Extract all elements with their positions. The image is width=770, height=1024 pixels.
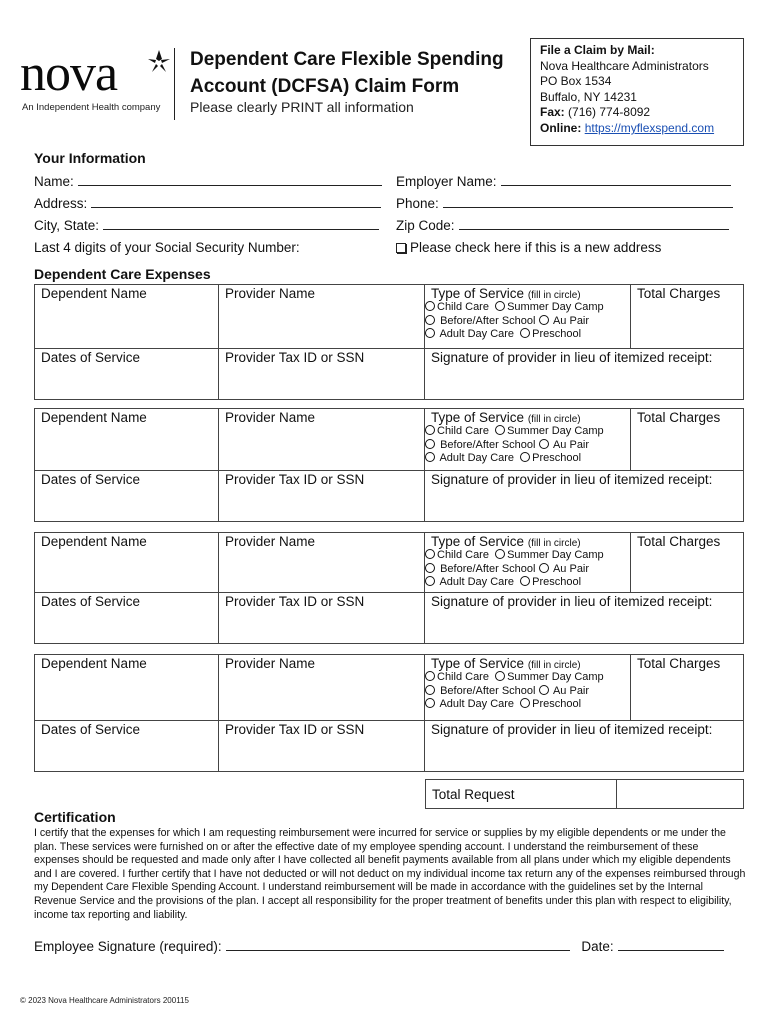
name-line[interactable] bbox=[78, 174, 382, 186]
dependent-name-label: Dependent Name bbox=[41, 286, 147, 301]
total-charges-cell[interactable] bbox=[631, 285, 743, 349]
dates-of-service-label: Dates of Service bbox=[41, 594, 141, 609]
footer-copyright: © 2023 Nova Healthcare Administrators 200115 bbox=[20, 996, 189, 1005]
online-label: Online: bbox=[540, 120, 582, 135]
dates-of-service-cell[interactable] bbox=[35, 349, 219, 399]
employee-signature-label: Employee Signature (required): bbox=[34, 939, 222, 954]
dependent-name-cell[interactable] bbox=[35, 533, 219, 593]
adult-day-care-label: Adult Day Care bbox=[439, 698, 515, 710]
provider-signature-cell[interactable] bbox=[425, 721, 743, 771]
expense-block-1 bbox=[34, 284, 744, 400]
type-of-service-cell bbox=[425, 409, 631, 471]
dependent-name-label: Dependent Name bbox=[41, 534, 147, 549]
expense-block-4 bbox=[34, 654, 744, 772]
provider-name-label: Provider Name bbox=[225, 286, 316, 301]
preschool-radio[interactable] bbox=[520, 452, 530, 462]
before-after-school-label: Before/After School bbox=[440, 314, 536, 327]
total-charges-label: Total Charges bbox=[637, 656, 721, 671]
provider-tax-id-label: Provider Tax ID or SSN bbox=[225, 472, 365, 487]
your-info-heading: Your Information bbox=[34, 150, 146, 166]
au-pair-radio[interactable] bbox=[539, 563, 549, 573]
provider-signature-label: Signature of provider in lieu of itemized receipt: bbox=[431, 722, 713, 737]
provider-tax-id-label: Provider Tax ID or SSN bbox=[225, 594, 365, 609]
type-of-service-text: Type of Service bbox=[431, 534, 525, 549]
summer-camp-label: Summer Day Camp bbox=[507, 671, 604, 683]
name-label: Name: bbox=[34, 174, 74, 189]
fax-value: (716) 774-8092 bbox=[568, 105, 651, 120]
au-pair-label: Au Pair bbox=[552, 684, 590, 697]
provider-name-label: Provider Name bbox=[225, 656, 316, 671]
city-state-label: City, State: bbox=[34, 218, 100, 233]
type-of-service-cell bbox=[425, 533, 631, 593]
total-charges-label: Total Charges bbox=[637, 286, 721, 301]
dependent-name-cell[interactable] bbox=[35, 655, 219, 721]
summer-camp-radio[interactable] bbox=[495, 549, 505, 559]
adult-day-care-radio[interactable] bbox=[425, 698, 435, 708]
expense-block-3 bbox=[34, 532, 744, 644]
new-address-checkbox[interactable] bbox=[396, 243, 406, 253]
zip-field[interactable] bbox=[396, 218, 729, 233]
au-pair-label: Au Pair bbox=[552, 314, 590, 327]
adult-day-care-radio[interactable] bbox=[425, 576, 435, 586]
employee-signature-line[interactable] bbox=[226, 939, 570, 951]
provider-signature-cell[interactable] bbox=[425, 349, 743, 399]
total-request-divider bbox=[616, 780, 617, 808]
adult-day-care-radio[interactable] bbox=[425, 452, 435, 462]
phone-field[interactable] bbox=[396, 196, 733, 211]
total-request-box[interactable] bbox=[425, 779, 744, 809]
type-of-service-label bbox=[431, 534, 581, 549]
fax-label: Fax: bbox=[540, 105, 565, 120]
mail-line1: Nova Healthcare Administrators bbox=[540, 58, 709, 73]
before-after-school-radio[interactable] bbox=[425, 439, 435, 449]
summer-camp-radio[interactable] bbox=[495, 425, 505, 435]
city-state-field[interactable] bbox=[34, 218, 379, 233]
au-pair-label: Au Pair bbox=[552, 562, 590, 575]
dates-of-service-label: Dates of Service bbox=[41, 722, 141, 737]
adult-day-care-label: Adult Day Care bbox=[439, 328, 515, 340]
type-of-service-text: Type of Service bbox=[431, 656, 525, 671]
logo-tagline: An Independent Health company bbox=[22, 102, 161, 113]
child-care-label: Child Care bbox=[437, 671, 489, 683]
adult-day-care-radio[interactable] bbox=[425, 328, 435, 338]
provider-signature-label: Signature of provider in lieu of itemized receipt: bbox=[431, 350, 713, 365]
online-link[interactable]: https://myflexspend.com bbox=[584, 120, 715, 135]
form-subtitle: Please clearly PRINT all information bbox=[190, 99, 414, 115]
total-request-label: Total Request bbox=[432, 787, 515, 802]
type-of-service-label bbox=[431, 286, 581, 301]
provider-name-cell[interactable] bbox=[219, 285, 425, 349]
mail-line3: Buffalo, NY 14231 bbox=[540, 89, 637, 104]
type-of-service-text: Type of Service bbox=[431, 286, 525, 301]
phone-line[interactable] bbox=[443, 196, 733, 208]
child-care-label: Child Care bbox=[437, 301, 489, 313]
provider-name-cell[interactable] bbox=[219, 409, 425, 471]
nova-logo bbox=[20, 45, 168, 118]
expense-block-2 bbox=[34, 408, 744, 522]
service-options bbox=[425, 425, 604, 466]
logo-star-icon bbox=[146, 50, 172, 76]
dependent-name-cell[interactable] bbox=[35, 409, 219, 471]
provider-tax-id-label: Provider Tax ID or SSN bbox=[225, 722, 365, 737]
new-address-option[interactable] bbox=[396, 240, 661, 255]
total-charges-cell[interactable] bbox=[631, 655, 743, 721]
mail-line2: PO Box 1534 bbox=[540, 74, 612, 89]
provider-signature-cell[interactable] bbox=[425, 593, 743, 643]
provider-tax-id-cell[interactable] bbox=[219, 593, 425, 643]
fill-in-circle-note: (fill in circle) bbox=[527, 290, 581, 301]
provider-name-label: Provider Name bbox=[225, 410, 316, 425]
before-after-school-label: Before/After School bbox=[440, 438, 536, 451]
date-line[interactable] bbox=[618, 939, 724, 951]
dependent-name-label: Dependent Name bbox=[41, 656, 147, 671]
provider-tax-id-cell[interactable] bbox=[219, 471, 425, 521]
total-charges-label: Total Charges bbox=[637, 534, 721, 549]
new-address-label: Please check here if this is a new address bbox=[410, 240, 662, 255]
service-options bbox=[425, 301, 604, 342]
ssn-label: Last 4 digits of your Social Security Number: bbox=[34, 240, 300, 255]
child-care-radio[interactable] bbox=[425, 549, 435, 559]
provider-signature-label: Signature of provider in lieu of itemized receipt: bbox=[431, 594, 713, 609]
total-charges-cell[interactable] bbox=[631, 409, 743, 471]
certification-text: I certify that the expenses for which I am requesting reimbursement were incurred for service or supplies by my eligible dependents or me under the plan. These services were furnished on or after the effective date of my employee spending account. I understand the reimbursement of these expenses should be requested and made only after I have collected all benefit payments available from all plans under which my eligible dependents and I are covered. I further certify that I have not deducted or will not deduct on my individual income tax return any of the expenses reimbursed through my Dependent Care Flexible Spending Account. I understand reimbursement will be made in accordance with the guidelines set by the Internal Revenue Service and the provisions of the plan. I accept all responsibility for the proper treatment of benefits under this plan with respect to eligibility, income tax reporting and liability. bbox=[34, 827, 746, 921]
name-field[interactable] bbox=[34, 174, 382, 189]
provider-signature-cell[interactable] bbox=[425, 471, 743, 521]
child-care-label: Child Care bbox=[437, 549, 489, 561]
type-of-service-label bbox=[431, 410, 581, 425]
address-label: Address: bbox=[34, 196, 88, 211]
summer-camp-label: Summer Day Camp bbox=[507, 425, 604, 437]
address-field[interactable] bbox=[34, 196, 381, 211]
certification-heading: Certification bbox=[34, 809, 116, 825]
type-of-service-text: Type of Service bbox=[431, 410, 525, 425]
adult-day-care-label: Adult Day Care bbox=[439, 452, 515, 464]
preschool-radio[interactable] bbox=[520, 576, 530, 586]
type-of-service-cell bbox=[425, 655, 631, 721]
phone-label: Phone: bbox=[396, 196, 439, 211]
dates-of-service-label: Dates of Service bbox=[41, 472, 141, 487]
fill-in-circle-note: (fill in circle) bbox=[527, 538, 581, 549]
type-of-service-label bbox=[431, 656, 581, 671]
employer-line[interactable] bbox=[501, 174, 731, 186]
fill-in-circle-note: (fill in circle) bbox=[527, 414, 581, 425]
before-after-school-label: Before/After School bbox=[440, 684, 536, 697]
service-options bbox=[425, 549, 604, 590]
address-line[interactable] bbox=[91, 196, 381, 208]
preschool-radio[interactable] bbox=[520, 698, 530, 708]
au-pair-radio[interactable] bbox=[539, 685, 549, 695]
summer-camp-radio[interactable] bbox=[495, 301, 505, 311]
summer-camp-radio[interactable] bbox=[495, 671, 505, 681]
provider-tax-id-label: Provider Tax ID or SSN bbox=[225, 350, 365, 365]
date-label: Date: bbox=[581, 939, 614, 954]
dates-of-service-label: Dates of Service bbox=[41, 350, 141, 365]
dependent-name-label: Dependent Name bbox=[41, 410, 147, 425]
dates-of-service-cell[interactable] bbox=[35, 593, 219, 643]
before-after-school-radio[interactable] bbox=[425, 685, 435, 695]
zip-label: Zip Code: bbox=[396, 218, 455, 233]
provider-tax-id-cell[interactable] bbox=[219, 349, 425, 399]
mail-info-box bbox=[530, 38, 744, 146]
employer-label: Employer Name: bbox=[396, 174, 497, 189]
provider-name-cell[interactable] bbox=[219, 655, 425, 721]
expenses-heading: Dependent Care Expenses bbox=[34, 266, 211, 282]
preschool-label: Preschool bbox=[532, 328, 582, 340]
before-after-school-label: Before/After School bbox=[440, 562, 536, 575]
provider-name-label: Provider Name bbox=[225, 534, 316, 549]
total-charges-cell[interactable] bbox=[631, 533, 743, 593]
child-care-label: Child Care bbox=[437, 425, 489, 437]
form-title bbox=[190, 46, 504, 100]
header-divider bbox=[174, 48, 175, 120]
provider-signature-label: Signature of provider in lieu of itemized receipt: bbox=[431, 472, 713, 487]
preschool-label: Preschool bbox=[532, 576, 582, 588]
au-pair-radio[interactable] bbox=[539, 315, 549, 325]
preschool-label: Preschool bbox=[532, 452, 582, 464]
child-care-radio[interactable] bbox=[425, 671, 435, 681]
before-after-school-radio[interactable] bbox=[425, 563, 435, 573]
total-charges-label: Total Charges bbox=[637, 410, 721, 425]
dates-of-service-cell[interactable] bbox=[35, 471, 219, 521]
provider-tax-id-cell[interactable] bbox=[219, 721, 425, 771]
mail-heading: File a Claim by Mail: bbox=[540, 43, 655, 57]
provider-name-cell[interactable] bbox=[219, 533, 425, 593]
service-options bbox=[425, 671, 604, 712]
child-care-radio[interactable] bbox=[425, 425, 435, 435]
summer-camp-label: Summer Day Camp bbox=[507, 301, 604, 313]
before-after-school-radio[interactable] bbox=[425, 315, 435, 325]
logo-wordmark: nova bbox=[20, 45, 118, 102]
summer-camp-label: Summer Day Camp bbox=[507, 549, 604, 561]
adult-day-care-label: Adult Day Care bbox=[439, 576, 515, 588]
employee-signature-row[interactable] bbox=[34, 939, 724, 954]
fill-in-circle-note: (fill in circle) bbox=[527, 660, 581, 671]
preschool-radio[interactable] bbox=[520, 328, 530, 338]
form-title-line1: Dependent Care Flexible Spending bbox=[190, 49, 504, 70]
type-of-service-cell bbox=[425, 285, 631, 349]
au-pair-label: Au Pair bbox=[552, 438, 590, 451]
employer-field[interactable] bbox=[396, 174, 731, 189]
city-state-line[interactable] bbox=[103, 218, 379, 230]
preschool-label: Preschool bbox=[532, 698, 582, 710]
dependent-name-cell[interactable] bbox=[35, 285, 219, 349]
zip-line[interactable] bbox=[459, 218, 729, 230]
au-pair-radio[interactable] bbox=[539, 439, 549, 449]
form-title-line2: Account (DCFSA) Claim Form bbox=[190, 76, 460, 97]
dates-of-service-cell[interactable] bbox=[35, 721, 219, 771]
child-care-radio[interactable] bbox=[425, 301, 435, 311]
